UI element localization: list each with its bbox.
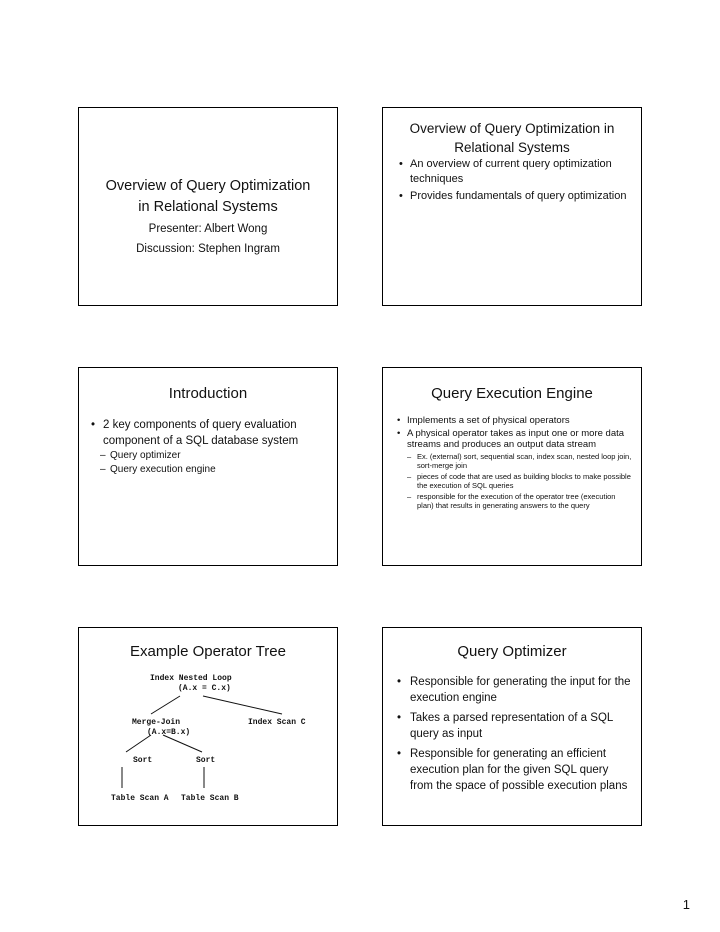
node-index-scan-c: Index Scan C: [248, 718, 306, 727]
bullet-item: • Implements a set of physical operators: [397, 415, 633, 427]
bullet-text: A physical operator takes as input one or more data streams and produces an output data stream: [407, 427, 625, 450]
presenter-line: Presenter: Albert Wong: [148, 223, 268, 235]
slide-6-title: Query Optimizer: [457, 643, 567, 660]
bullet-item: • Takes a parsed representation of a SQL query as input: [397, 710, 631, 742]
sub-bullets: [100, 449, 327, 477]
node-index-nested-loop-cond: (A.x = C.x): [178, 684, 231, 693]
bullet-text: 2 key components of query evaluation component of a SQL database system: [103, 419, 299, 447]
tree-edge: [151, 696, 180, 714]
page-number: 1: [682, 897, 690, 912]
slide-2-title-line-2: Relational Systems: [454, 140, 570, 155]
node-merge-join: Merge-Join: [132, 718, 181, 727]
slide-introduction: [78, 367, 338, 566]
slide-1-title-line-1: Overview of Query Optimization: [105, 178, 311, 194]
slide-6-bullets: [397, 674, 631, 798]
slide-query-optimizer: [382, 627, 642, 826]
node-merge-join-cond: (A.x=B.x): [147, 728, 191, 737]
slide-overview: [382, 107, 642, 306]
bullet-item: [397, 428, 633, 511]
slide-2-bullets: [399, 157, 629, 206]
sub-bullet-item: – Query execution engine: [100, 463, 327, 477]
bullet-item: [91, 417, 327, 477]
slide-2-title: [383, 119, 641, 157]
bullet-item: • Responsible for generating the input for the execution engine: [397, 674, 631, 706]
sub-bullet-item: – Query optimizer: [100, 449, 327, 463]
slide-4-title: Query Execution Engine: [431, 385, 593, 402]
tree-edge: [163, 735, 202, 752]
sub-bullet-item: – responsible for the execution of the operator tree (execution plan) that results in generating answers to the query: [407, 492, 633, 511]
slide-3-title: Introduction: [168, 385, 248, 402]
sub-bullet-item: – Ex. (external) sort, sequential scan, index scan, nested loop join, sort-merge join: [407, 452, 633, 471]
slide-title-page: [78, 107, 338, 306]
discussion-line: Discussion: Stephen Ingram: [136, 243, 280, 255]
operator-tree-diagram: [79, 628, 337, 825]
tree-edge: [126, 735, 151, 752]
node-table-scan-a: Table Scan A: [111, 794, 169, 803]
node-table-scan-b: Table Scan B: [181, 794, 239, 803]
node-sort-left: Sort: [133, 756, 153, 765]
slide-3-bullets: [91, 417, 327, 477]
slide-query-execution-engine: [382, 367, 642, 566]
slide-example-operator-tree: [78, 627, 338, 826]
node-sort-right: Sort: [196, 756, 216, 765]
sub-bullets: [407, 452, 633, 511]
bullet-item: • An overview of current query optimization techniques: [399, 157, 629, 187]
slide-4-bullets: [397, 415, 633, 512]
sub-bullet-item: – pieces of code that are used as building blocks to make possible the execution of SQL queries: [407, 472, 633, 491]
slide-1-title-line-2: in Relational Systems: [138, 199, 278, 215]
slide-5-title: Example Operator Tree: [130, 643, 286, 660]
slide-1-title: [79, 176, 337, 218]
node-index-nested-loop: Index Nested Loop: [150, 674, 232, 683]
slide-2-title-line-1: Overview of Query Optimization in: [409, 121, 615, 136]
tree-edge: [203, 696, 282, 714]
bullet-item: • Provides fundamentals of query optimization: [399, 189, 629, 204]
bullet-item: • Responsible for generating an efficient execution plan for the given SQL query from the space of possible execution plans: [397, 746, 631, 794]
